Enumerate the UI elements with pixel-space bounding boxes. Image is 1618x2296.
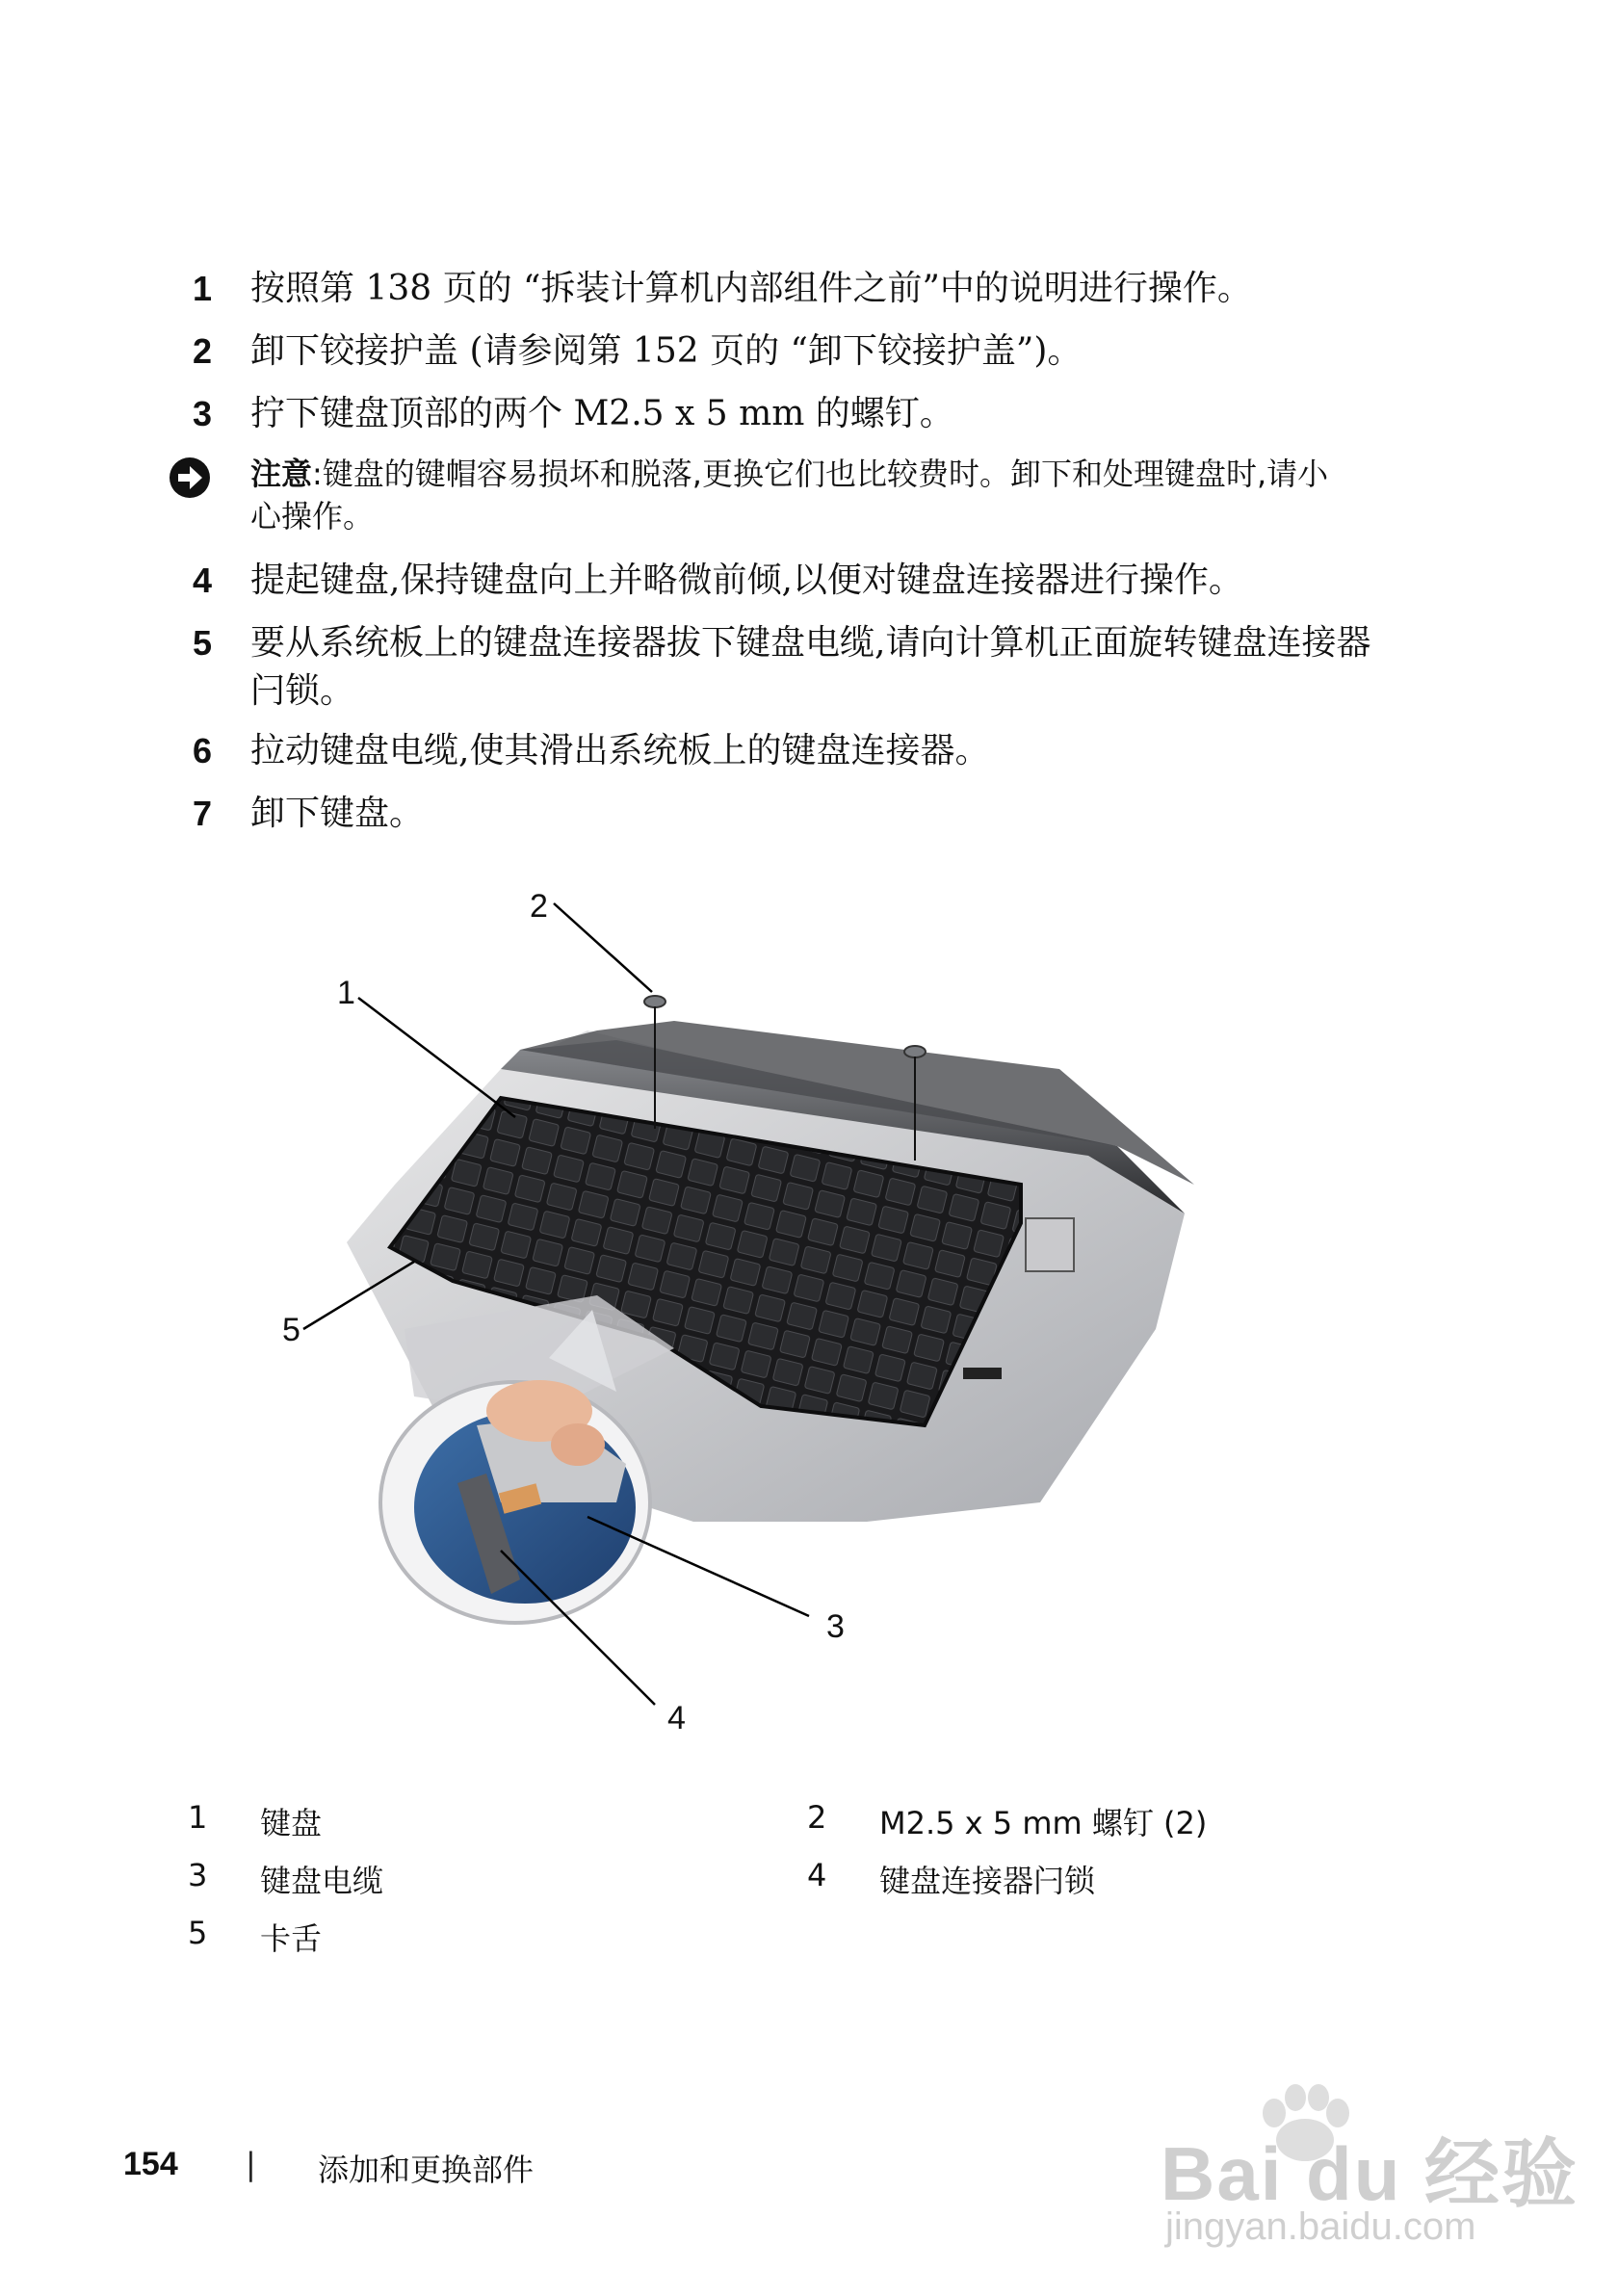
step-text: 提起键盘,保持键盘向上并略微前倾,以便对键盘连接器进行操作。 bbox=[250, 561, 1243, 600]
step-number: 6 bbox=[193, 731, 213, 770]
footer-separator: | bbox=[246, 2146, 256, 2182]
legend-number: 4 bbox=[807, 1857, 827, 1893]
legend-number: 1 bbox=[188, 1799, 208, 1836]
step-text: 拉动键盘电缆,使其滑出系统板上的键盘连接器。 bbox=[250, 731, 990, 770]
step-number: 7 bbox=[193, 794, 213, 833]
callout-2: 2 bbox=[530, 888, 548, 925]
callout-5: 5 bbox=[282, 1312, 300, 1348]
watermark-logo: Bai du 经验 bbox=[1161, 2131, 1579, 2216]
step-text: 卸下铰接护盖 (请参阅第 152 页的 “卸下铰接护盖”)。 bbox=[250, 331, 1083, 371]
legend-label: 键盘电缆 bbox=[260, 1863, 384, 1899]
section-title: 添加和更换部件 bbox=[318, 2152, 535, 2188]
hinge-bracket bbox=[1026, 1218, 1074, 1271]
step-number: 1 bbox=[193, 269, 213, 308]
watermark-url: jingyan.baidu.com bbox=[1165, 2205, 1476, 2248]
notice-text: :键盘的键帽容易损坏和脱落,更换它们也比较费时。卸下和处理键盘时,请小心操作。 bbox=[250, 456, 1329, 535]
step-number: 2 bbox=[193, 331, 213, 371]
step-number: 4 bbox=[193, 561, 213, 600]
legend-number: 2 bbox=[807, 1799, 827, 1836]
step-number: 3 bbox=[193, 394, 213, 433]
legend-label: 键盘 bbox=[260, 1805, 323, 1841]
callout-4: 4 bbox=[667, 1700, 686, 1736]
step-text: 要从系统板上的键盘连接器拔下键盘电缆,请向计算机正面旋转键盘连接器闩锁。 bbox=[250, 623, 1371, 711]
callout-1: 1 bbox=[337, 975, 355, 1011]
legend-number: 5 bbox=[188, 1915, 208, 1951]
step-text: 卸下键盘。 bbox=[250, 794, 425, 833]
callout-3: 3 bbox=[826, 1608, 845, 1645]
legend-label: 键盘连接器闩锁 bbox=[879, 1863, 1096, 1899]
legend-number: 3 bbox=[188, 1857, 208, 1893]
step-number: 5 bbox=[193, 623, 213, 663]
notice-label: 注意 bbox=[250, 456, 313, 492]
page-number: 154 bbox=[123, 2146, 178, 2182]
legend-label: 卡舌 bbox=[260, 1920, 323, 1957]
step-text: 按照第 138 页的 “拆装计算机内部组件之前”中的说明进行操作。 bbox=[250, 269, 1252, 308]
step-text: 拧下键盘顶部的两个 M2.5 x 5 mm 的螺钉。 bbox=[250, 394, 954, 433]
legend-label: M2.5 x 5 mm 螺钉 (2) bbox=[879, 1805, 1208, 1841]
